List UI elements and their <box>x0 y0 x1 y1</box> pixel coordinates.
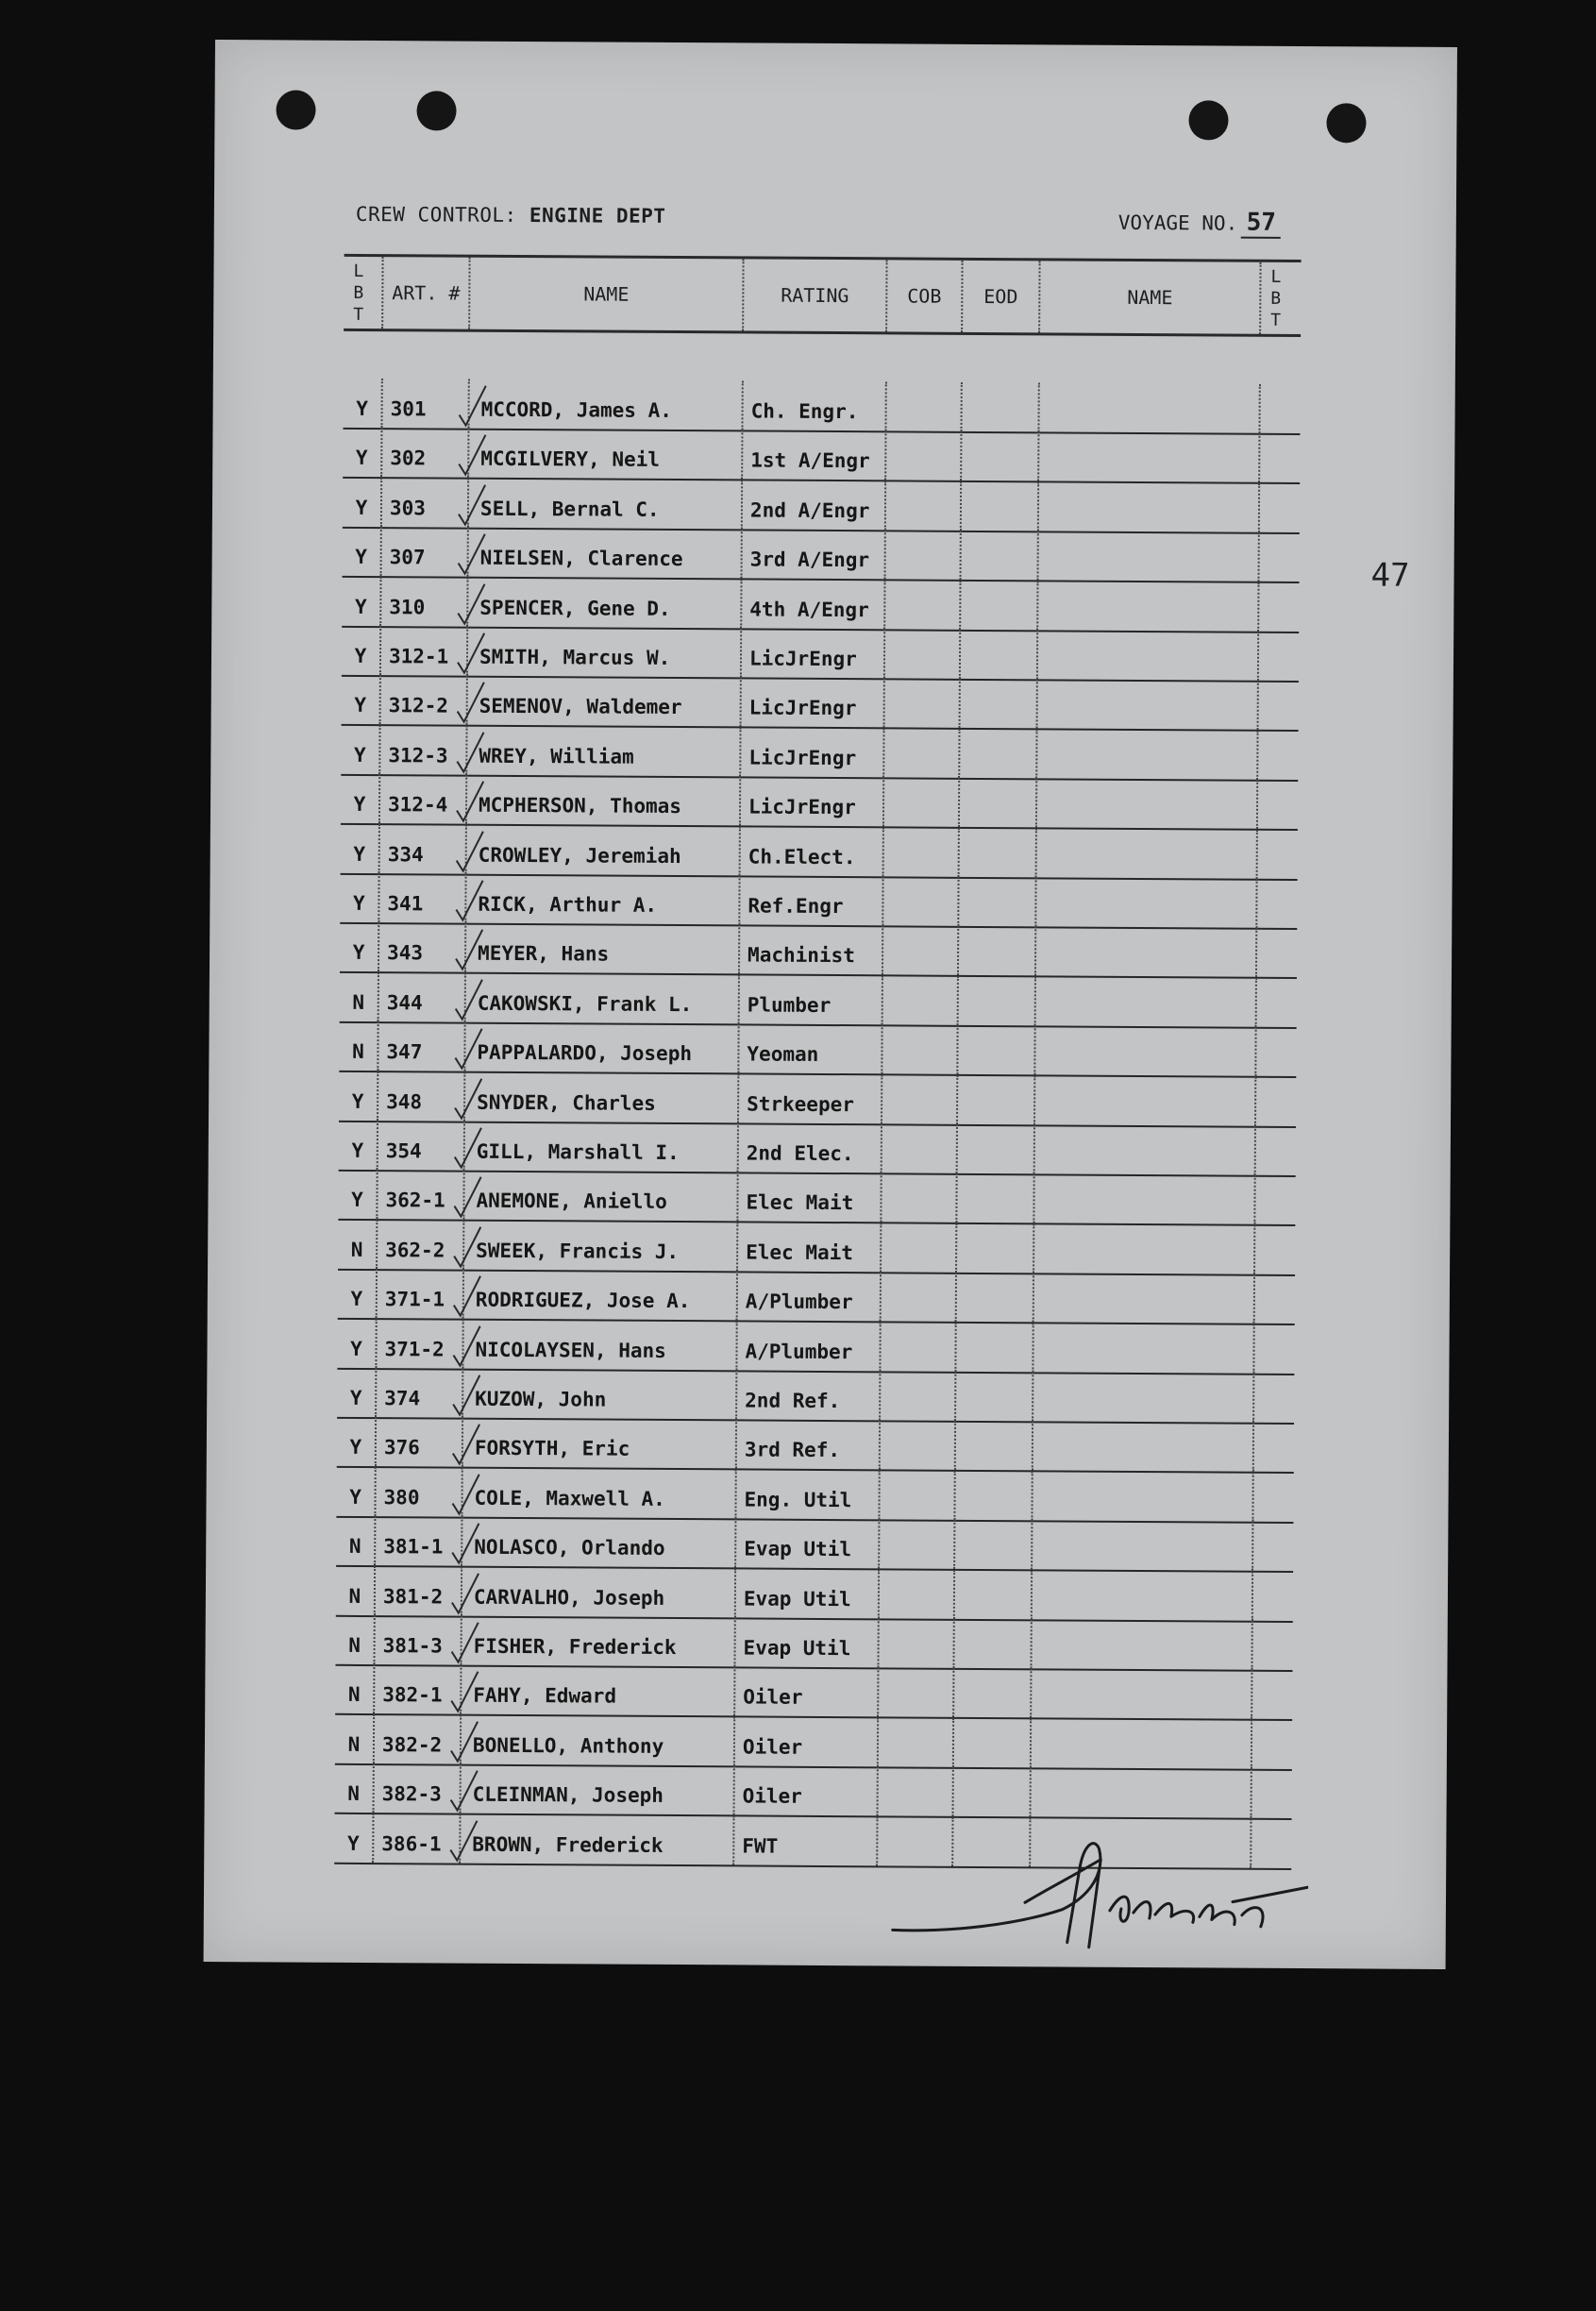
row-art-number: 381-3 <box>375 1615 462 1665</box>
row-art-number: 354 <box>378 1121 465 1171</box>
row-eod <box>956 1421 1033 1471</box>
header-t-right: T <box>1270 310 1282 330</box>
form-title <box>356 203 666 228</box>
row-lbt-code: Y <box>340 922 379 971</box>
row-cob <box>879 1717 954 1766</box>
row-crew-name: SMITH, Marcus W. <box>468 627 742 678</box>
row-name2 <box>1036 877 1257 927</box>
row-lbt-right <box>1253 1522 1293 1571</box>
row-cob <box>882 1025 958 1074</box>
row-lbt-right <box>1260 384 1300 433</box>
row-cob <box>882 1123 958 1172</box>
row-lbt-code: N <box>335 1763 375 1813</box>
row-rating: 4th A/Engr <box>742 579 885 629</box>
row-name2 <box>1033 1372 1254 1422</box>
row-eod <box>962 481 1039 531</box>
row-name2 <box>1034 1223 1255 1274</box>
row-name2 <box>1037 779 1258 829</box>
row-crew-name: WREY, William <box>467 725 741 776</box>
row-name2 <box>1038 630 1259 680</box>
table-header <box>344 254 1301 337</box>
row-rating: Eng. Util <box>736 1469 880 1519</box>
row-crew-name: CARVALHO, Joseph <box>462 1566 736 1617</box>
crew-table <box>344 379 1301 1858</box>
row-cob <box>882 1273 957 1322</box>
row-lbt-right <box>1252 1621 1292 1670</box>
row-name2 <box>1039 432 1260 482</box>
row-name2 <box>1034 1174 1255 1224</box>
row-rating: Machinist <box>740 925 883 975</box>
table-row <box>337 1417 1294 1474</box>
row-eod <box>960 778 1037 827</box>
row-lbt-right <box>1252 1769 1292 1818</box>
voyage-label: VOYAGE NO. <box>1117 211 1238 235</box>
row-name2 <box>1033 1471 1253 1521</box>
row-crew-name: CROWLEY, Jeremiah <box>467 824 741 875</box>
row-eod <box>954 1619 1032 1669</box>
row-eod <box>962 531 1039 580</box>
row-lbt-right <box>1256 1076 1296 1125</box>
punch-hole <box>416 91 456 130</box>
row-art-number: 310 <box>381 577 468 627</box>
row-name2 <box>1032 1669 1252 1719</box>
header-t: T <box>353 304 364 325</box>
table-row <box>339 1121 1296 1177</box>
row-eod <box>961 630 1038 679</box>
row-cob <box>882 1223 957 1272</box>
row-eod <box>958 1074 1035 1124</box>
row-crew-name: KUZOW, John <box>463 1369 737 1420</box>
table-row <box>338 1269 1295 1325</box>
row-rating: Ch. Engr. <box>743 380 886 430</box>
table-row <box>340 972 1297 1029</box>
row-eod <box>959 926 1036 975</box>
row-rating: Evap Util <box>735 1617 879 1667</box>
row-cob <box>886 431 962 481</box>
punch-hole <box>1326 103 1366 143</box>
row-rating: Oiler <box>735 1766 879 1816</box>
row-rating: 3rd Ref. <box>737 1420 881 1470</box>
row-art-number: 334 <box>380 824 467 874</box>
row-cob <box>879 1668 954 1717</box>
row-cob <box>880 1569 955 1618</box>
row-art-number: 303 <box>382 478 469 528</box>
row-lbt-code: Y <box>341 774 380 823</box>
table-row <box>335 1714 1292 1771</box>
row-name2 <box>1035 1026 1256 1076</box>
row-rating: 1st A/Engr <box>743 430 886 481</box>
row-rating: Evap Util <box>736 1568 880 1618</box>
row-cob <box>885 580 961 629</box>
table-row <box>342 576 1299 633</box>
row-cob <box>886 481 962 530</box>
row-name2 <box>1039 481 1260 531</box>
row-name2 <box>1037 729 1258 779</box>
row-lbt-code: N <box>339 1021 378 1071</box>
row-rating: Elec Mait <box>738 1172 882 1223</box>
header-name2: NAME <box>1040 261 1261 333</box>
row-lbt-code: Y <box>338 1269 378 1318</box>
row-lbt-right <box>1258 829 1298 878</box>
row-art-number: 301 <box>382 379 469 429</box>
row-crew-name: ANEMONE, Aniello <box>464 1171 738 1222</box>
table-row <box>336 1516 1293 1573</box>
row-name2 <box>1033 1521 1253 1571</box>
row-crew-name: RODRIGUEZ, Jose A. <box>464 1270 738 1321</box>
row-rating: LicJrEngr <box>741 727 884 777</box>
row-lbt-code: N <box>335 1664 375 1713</box>
row-eod <box>955 1520 1033 1570</box>
row-rating: Strkeeper <box>739 1073 882 1123</box>
row-rating: LicJrEngr <box>742 628 885 678</box>
row-rating: 2nd A/Engr <box>743 480 886 530</box>
row-art-number: 382-1 <box>375 1664 462 1714</box>
row-cob <box>880 1520 955 1569</box>
row-name2 <box>1032 1619 1252 1669</box>
row-art-number: 302 <box>382 428 469 478</box>
row-lbt-right <box>1252 1720 1292 1769</box>
row-lbt-code: Y <box>341 823 380 872</box>
row-art-number: 341 <box>379 873 466 923</box>
row-crew-name: MEYER, Hans <box>466 923 740 974</box>
row-cob <box>884 827 960 876</box>
row-eod <box>954 1718 1032 1768</box>
row-name2 <box>1035 1124 1256 1174</box>
row-cob <box>881 1421 956 1470</box>
row-eod <box>962 431 1039 481</box>
row-crew-name: PAPPALARDO, Joseph <box>465 1022 739 1073</box>
department-name: ENGINE DEPT <box>529 204 666 228</box>
row-crew-name: RICK, Arthur A. <box>466 874 740 925</box>
row-name2 <box>1036 976 1257 1026</box>
row-lbt-right <box>1257 879 1297 928</box>
header-b-right: B <box>1270 288 1282 309</box>
row-cob <box>881 1322 956 1371</box>
row-art-number: 376 <box>377 1417 463 1467</box>
row-name2 <box>1033 1422 1254 1472</box>
row-eod <box>955 1569 1033 1619</box>
row-lbt-code: Y <box>337 1318 377 1367</box>
table-row <box>340 873 1297 930</box>
table-row <box>341 725 1298 782</box>
table-row <box>342 675 1299 732</box>
header-lbt-right <box>1261 262 1301 334</box>
row-lbt-right <box>1257 978 1297 1027</box>
table-row <box>343 379 1300 435</box>
row-lbt-code: N <box>335 1714 375 1763</box>
row-lbt-code: Y <box>339 1121 378 1170</box>
row-lbt-right <box>1254 1423 1294 1472</box>
row-art-number: 307 <box>382 527 469 577</box>
row-lbt-code: Y <box>338 1170 378 1219</box>
row-cob <box>884 728 960 777</box>
page-side-number: 47 <box>1370 556 1410 595</box>
row-lbt-right <box>1259 582 1299 631</box>
row-lbt-right <box>1258 780 1298 829</box>
row-crew-name: NOLASCO, Orlando <box>462 1517 736 1568</box>
form-title-prefix: CREW CONTROL: <box>355 202 517 227</box>
row-lbt-code: N <box>340 972 379 1021</box>
row-cob <box>882 1074 958 1123</box>
header-l-right: L <box>1270 266 1282 287</box>
row-eod <box>957 1223 1034 1274</box>
row-lbt-code: Y <box>337 1417 377 1466</box>
table-row <box>343 527 1300 583</box>
row-art-number: 362-2 <box>378 1220 464 1270</box>
row-eod <box>961 580 1038 629</box>
table-row <box>335 1763 1292 1820</box>
row-rating: 3rd A/Engr <box>743 530 886 580</box>
punch-hole <box>276 90 315 129</box>
table-row <box>342 626 1299 683</box>
row-art-number: 382-3 <box>375 1763 462 1813</box>
row-lbt-code: Y <box>342 576 381 625</box>
table-row <box>337 1368 1294 1425</box>
row-rating: A/Plumber <box>738 1272 882 1322</box>
row-lbt-right <box>1260 483 1300 532</box>
row-lbt-code: N <box>336 1516 376 1565</box>
table-row <box>337 1318 1294 1375</box>
row-name2 <box>1035 1075 1256 1125</box>
table-row <box>341 774 1298 831</box>
row-rating: Ref.Engr <box>740 875 883 925</box>
row-lbt-right <box>1260 532 1300 582</box>
header-art: ART. # <box>383 257 470 329</box>
row-rating: 2nd Elec. <box>739 1122 882 1172</box>
row-rating: Elec Mait <box>738 1222 882 1272</box>
row-name2 <box>1032 1768 1252 1818</box>
row-name2 <box>1039 382 1260 432</box>
row-art-number: 380 <box>376 1467 462 1517</box>
row-crew-name: SELL, Bernal C. <box>469 478 743 529</box>
row-lbt-right <box>1255 1274 1295 1324</box>
row-cob <box>881 1371 956 1420</box>
row-lbt-right <box>1252 1670 1292 1719</box>
table-row <box>343 478 1300 534</box>
row-art-number: 348 <box>378 1071 465 1122</box>
row-cob <box>883 975 959 1024</box>
table-row <box>341 823 1298 880</box>
row-crew-name: CLEINMAN, Joseph <box>462 1764 735 1815</box>
row-art-number: 312-3 <box>380 725 467 775</box>
row-eod <box>958 1124 1035 1174</box>
row-cob <box>885 679 961 728</box>
row-cob <box>883 876 959 925</box>
row-art-number: 312-1 <box>381 626 468 676</box>
row-name2 <box>1038 581 1259 631</box>
header-b: B <box>353 282 364 303</box>
table-row <box>339 1071 1296 1127</box>
row-crew-name: SNYDER, Charles <box>465 1071 739 1122</box>
row-lbt-code: Y <box>343 478 382 527</box>
row-crew-name: NICOLAYSEN, Hans <box>463 1319 737 1370</box>
header-l: L <box>353 261 364 281</box>
row-art-number: 312-4 <box>380 774 467 824</box>
row-name2 <box>1033 1570 1253 1620</box>
row-lbt-code: Y <box>334 1813 374 1862</box>
row-name2 <box>1039 531 1260 582</box>
row-lbt-code: Y <box>337 1368 377 1417</box>
row-crew-name: FAHY, Edward <box>462 1665 735 1716</box>
row-eod <box>956 1372 1033 1422</box>
row-crew-name: SEMENOV, Waldemer <box>468 676 742 727</box>
table-row <box>336 1467 1293 1524</box>
row-crew-name: SWEEK, Francis J. <box>464 1220 738 1271</box>
row-cob <box>886 531 962 580</box>
row-eod <box>954 1668 1032 1718</box>
row-eod <box>960 827 1037 876</box>
row-art-number: 382-2 <box>375 1714 462 1764</box>
row-eod <box>962 382 1039 431</box>
row-crew-name: MCPHERSON, Thomas <box>467 775 741 826</box>
punch-hole <box>1188 100 1228 140</box>
table-row <box>343 428 1300 484</box>
row-rating: Plumber <box>740 974 883 1024</box>
row-lbt-code: Y <box>340 873 379 922</box>
header-name: NAME <box>470 258 744 331</box>
row-eod <box>954 1767 1032 1817</box>
table-row <box>338 1220 1295 1276</box>
row-name2 <box>1032 1718 1252 1768</box>
row-eod <box>959 976 1036 1026</box>
row-crew-name: GILL, Marshall I. <box>465 1122 739 1172</box>
row-eod <box>957 1173 1034 1223</box>
row-eod <box>956 1322 1033 1372</box>
row-lbt-right <box>1259 681 1299 730</box>
row-name2 <box>1033 1323 1254 1373</box>
row-lbt-right <box>1256 1126 1296 1175</box>
row-rating: 2nd Ref. <box>737 1370 881 1420</box>
row-lbt-right <box>1258 731 1298 780</box>
row-lbt-code: Y <box>339 1071 378 1120</box>
row-lbt-right <box>1253 1571 1293 1620</box>
row-lbt-code: Y <box>342 626 381 675</box>
row-eod <box>955 1471 1033 1521</box>
row-cob <box>886 381 962 430</box>
header-lbt <box>344 257 383 329</box>
table-row <box>338 1170 1295 1226</box>
row-name2 <box>1034 1274 1255 1324</box>
row-crew-name: BROWN, Frederick <box>461 1813 734 1864</box>
row-crew-name: BONELLO, Anthony <box>462 1714 735 1765</box>
row-lbt-code: Y <box>343 428 382 477</box>
row-crew-name: MCCORD, James A. <box>469 380 743 430</box>
row-lbt-right <box>1255 1175 1295 1224</box>
row-crew-name: FORSYTH, Eric <box>463 1418 737 1469</box>
row-crew-name: MCGILVERY, Neil <box>469 429 743 480</box>
row-lbt-code: Y <box>336 1467 376 1516</box>
row-crew-name: NIELSEN, Clarence <box>469 528 743 579</box>
row-lbt-code: N <box>338 1220 378 1269</box>
row-name2 <box>1036 927 1257 977</box>
row-lbt-code: Y <box>343 527 382 576</box>
row-rating: Oiler <box>735 1716 879 1766</box>
row-eod <box>957 1273 1034 1323</box>
row-art-number: 374 <box>377 1368 463 1418</box>
header-cob: COB <box>887 260 963 331</box>
row-rating: LicJrEngr <box>742 678 885 728</box>
table-row <box>335 1615 1292 1672</box>
row-lbt-right <box>1256 1027 1296 1076</box>
row-crew-name: CAKOWSKI, Frank L. <box>466 972 740 1023</box>
row-rating: A/Plumber <box>737 1321 881 1371</box>
header-rating: RATING <box>744 259 887 331</box>
row-name2 <box>1037 828 1258 878</box>
row-crew-name: SPENCER, Gene D. <box>468 577 742 628</box>
row-art-number: 381-1 <box>376 1516 462 1566</box>
row-lbt-code: N <box>335 1615 375 1664</box>
row-cob <box>882 1173 957 1223</box>
row-art-number: 362-1 <box>378 1170 464 1220</box>
row-cob <box>885 629 961 678</box>
row-lbt-right <box>1260 433 1300 482</box>
row-cob <box>879 1767 954 1816</box>
row-art-number: 371-1 <box>378 1269 464 1319</box>
row-art-number: 312-2 <box>381 675 468 725</box>
row-name2 <box>1038 680 1259 730</box>
row-lbt-code: Y <box>341 725 380 774</box>
row-rating: LicJrEngr <box>741 777 884 827</box>
table-row <box>340 922 1297 979</box>
row-lbt-right <box>1253 1473 1293 1522</box>
row-art-number: 386-1 <box>374 1813 461 1864</box>
row-rating: Ch.Elect. <box>741 826 884 876</box>
document-page <box>204 40 1457 1969</box>
row-art-number: 381-2 <box>376 1566 462 1616</box>
row-lbt-right <box>1257 928 1297 977</box>
row-cob <box>883 926 959 975</box>
row-lbt-right <box>1259 632 1299 681</box>
table-row <box>335 1664 1292 1721</box>
row-art-number: 347 <box>378 1021 465 1071</box>
row-lbt-code: Y <box>342 675 381 724</box>
row-lbt-right <box>1255 1225 1295 1274</box>
row-art-number: 343 <box>379 922 466 972</box>
row-cob <box>879 1618 954 1667</box>
row-eod <box>960 729 1037 778</box>
signature <box>874 1818 1309 1963</box>
row-cob <box>884 778 960 827</box>
row-crew-name: FISHER, Frederick <box>462 1616 735 1667</box>
row-lbt-right <box>1254 1374 1294 1423</box>
row-art-number: 344 <box>379 972 466 1022</box>
row-art-number: 371-2 <box>377 1319 463 1369</box>
row-rating: Evap Util <box>736 1519 880 1569</box>
row-eod <box>958 1025 1035 1075</box>
row-lbt-code: Y <box>343 379 382 428</box>
row-rating: Oiler <box>735 1667 879 1717</box>
row-lbt-right <box>1254 1324 1294 1373</box>
row-eod <box>959 877 1036 926</box>
row-eod <box>961 679 1038 728</box>
voyage-field <box>1118 208 1282 239</box>
voyage-number: 57 <box>1241 209 1281 239</box>
header-eod: EOD <box>963 261 1040 332</box>
row-crew-name: COLE, Maxwell A. <box>462 1467 736 1518</box>
row-rating: FWT <box>734 1815 878 1865</box>
table-row <box>339 1021 1296 1078</box>
row-cob <box>880 1470 955 1519</box>
row-lbt-code: N <box>336 1565 376 1614</box>
row-rating: Yeoman <box>739 1024 882 1074</box>
table-row <box>336 1565 1293 1622</box>
